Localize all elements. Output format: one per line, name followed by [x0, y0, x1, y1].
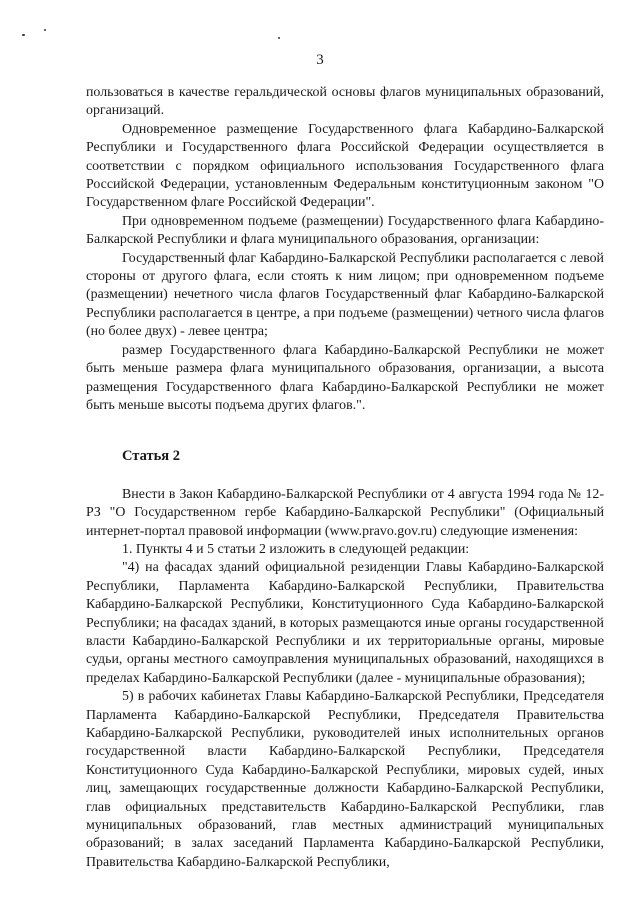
document-body	[86, 84, 604, 872]
page-number: 3	[316, 52, 324, 68]
paragraph: "4) на фасадах зданий официальной резиденции Главы Кабардино-Балкарской Республики, Парламента Кабардино-Балкарской Республики, Правительства Кабардино-Балкарской Республики, Конституционного Суда Кабардино-Балкарской Республики; на фасадах зданий, в которых размещаются иные органы государственной власти Кабардино-Балкарской Республики и их территориальные органы, мировые судьи, органы местного самоуправления муниципальных образований, находящихся в пределах Кабардино-Балкарской Республики (далее - муниципальные образования);	[86, 560, 604, 686]
paragraph: размер Государственного флага Кабардино-Балкарской Республики не может быть меньше размера флага муниципального образования, организации, а высота размещения Государственного флага Кабардино-Балкарской Республики не может быть меньше высоты подъема других флагов.".	[86, 342, 604, 413]
scan-speck	[278, 37, 280, 39]
scan-speck	[44, 29, 46, 31]
paragraph: Одновременное размещение Государственного флага Кабардино-Балкарской Республики и Государственного флага Российской Федерации осуществляется в соответствии с порядком официального использования Государственного флага Российской Федерации, установленным Федеральным конституционным законом "О Государственном флаге Российской Федерации".	[86, 121, 604, 211]
paragraph: При одновременном подъеме (размещении) Государственного флага Кабардино-Балкарской Республики и флага муниципального образования, организации:	[86, 213, 604, 248]
article-heading: Статья 2	[122, 448, 180, 465]
scan-speck	[22, 34, 25, 36]
paragraph: 5) в рабочих кабинетах Главы Кабардино-Балкарской Республики, Председателя Парламента Кабардино-Балкарской Республики, Председателя Правительства Кабардино-Балкарской Республики, руководителей иных исполнительных органов государственной власти Кабардино-Балкарской Республики, Председателя Конституционного Суда Кабардино-Балкарской Республики, мировых судей, иных лиц, замещающих государственные должности Кабардино-Балкарской Республики, глав официальных представительств Кабардино-Балкарской Республики, глав муниципальных образований, глав местных администраций муниципальных образований; в залах заседаний Парламента Кабардино-Балкарской Республики, Правительства Кабардино-Балкарской Республики,	[86, 689, 604, 870]
paragraph: пользоваться в качестве геральдической основы флагов муниципальных образований, организаций.	[86, 85, 604, 119]
paragraph: 1. Пункты 4 и 5 статьи 2 изложить в следующей редакции:	[122, 541, 470, 557]
paragraph: Государственный флаг Кабардино-Балкарской Республики располагается с левой стороны от другого флага, если стоять к ним лицом; при одновременном подъеме (размещении) нечетного числа флагов Государственный флаг Кабардино-Балкарской Республики располагается в центре, а при подъеме (размещении) четного числа флагов (но более двух) - левее центра;	[86, 250, 604, 340]
paragraph: Внести в Закон Кабардино-Балкарской Республики от 4 августа 1994 года № 12-РЗ "О Государственном гербе Кабардино-Балкарской Республики" (Официальный интернет-портал правовой информации (www.pravo.gov.ru) следующие изменения:	[86, 486, 604, 539]
